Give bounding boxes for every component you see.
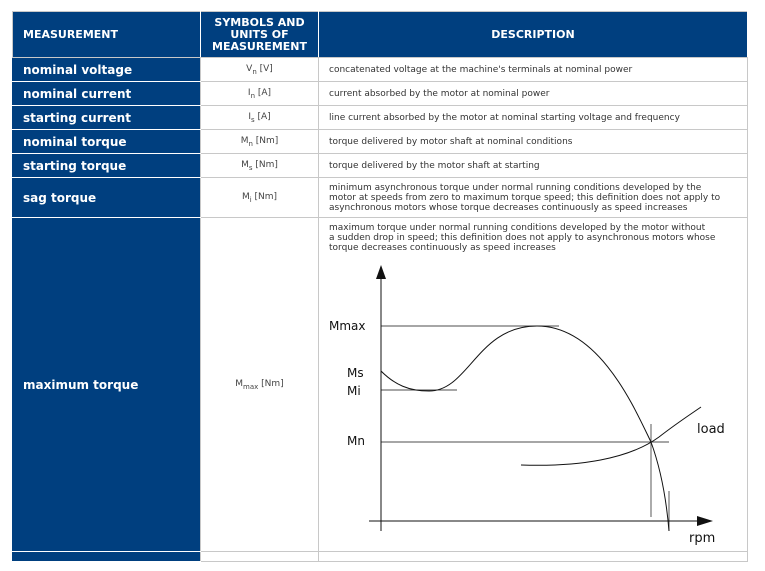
torque-curve (381, 326, 669, 531)
table-header-row (13, 12, 748, 58)
table-row (13, 82, 748, 106)
measurement-description (319, 218, 748, 552)
table-row (13, 178, 748, 218)
table-row (13, 130, 748, 154)
measurement-symbol: $M_s$ [Nm] (201, 154, 319, 178)
measurement-name: sag torque (13, 178, 201, 218)
measurement-symbol: $I_s$ [A] (201, 106, 319, 130)
header-measurement: MEASUREMENT (13, 12, 201, 58)
description-line: torque decreases continuously as speed increases (329, 243, 556, 253)
measurement-name: nominal voltage (13, 58, 201, 82)
header-symbols (201, 12, 319, 58)
table-wrapper (12, 11, 749, 571)
label-rpm: rpm (689, 531, 716, 546)
measurement-name: nominal torque (13, 130, 201, 154)
measurement-description (319, 552, 748, 562)
description-line: a sudden drop in speed; this definition does not apply to asynchronous motors whose (329, 233, 716, 243)
measurement-description: current absorbed by the motor at nominal power (319, 82, 748, 106)
measurement-name: starting torque (13, 154, 201, 178)
measurement-symbol: $M_{max}$ [Nm] (201, 218, 319, 552)
load-curve (521, 407, 701, 465)
label-mmax: Mmax (329, 319, 366, 333)
measurement-description: torque delivered by motor shaft at nominal conditions (319, 130, 748, 154)
measurement-description (319, 178, 748, 218)
measurement-symbol (201, 552, 319, 562)
measurement-name: maximum torque (13, 218, 201, 552)
measurement-symbol: $V_n$ [V] (201, 58, 319, 82)
measurement-description: concatenated voltage at the machine's terminals at nominal power (319, 58, 748, 82)
header-symbols-line3: MEASUREMENT (212, 39, 307, 53)
table-row (13, 106, 748, 130)
table-row (13, 58, 748, 82)
torque-axis-arrow (376, 265, 386, 279)
label-load: load (697, 422, 725, 437)
measurement-symbol: $M_n$ [Nm] (201, 130, 319, 154)
label-ms: Ms (347, 366, 364, 380)
rpm-axis-arrow (697, 516, 713, 526)
measurement-name: nominal current (13, 82, 201, 106)
description-line: asynchronous motors whose torque decreases continuously as speed increases (329, 202, 688, 213)
header-description: DESCRIPTION (319, 12, 748, 58)
measurement-description: line current absorbed by the motor at nominal starting voltage and frequency (319, 106, 748, 130)
measurement-name (13, 552, 201, 562)
header-symbols-line2: UNITS OF (230, 27, 289, 41)
table-row (13, 154, 748, 178)
torque-speed-diagram (329, 259, 739, 549)
header-symbols-line1: SYMBOLS AND (214, 15, 305, 29)
measurement-symbol: $I_n$ [A] (201, 82, 319, 106)
motor-measurements-table (12, 11, 748, 562)
label-mn: Mn (347, 434, 365, 448)
measurement-name: starting current (13, 106, 201, 130)
description-line: motor at speeds from zero to maximum torque speed; this definition does not apply to (329, 192, 721, 203)
table-row (13, 552, 748, 562)
table-row (13, 218, 748, 552)
description-line: maximum torque under normal running conditions developed by the motor without (329, 223, 706, 233)
label-mi: Mi (347, 384, 361, 398)
measurement-symbol: $M_i$ [Nm] (201, 178, 319, 218)
measurement-description: torque delivered by the motor shaft at starting (319, 154, 748, 178)
description-line: minimum asynchronous torque under normal running conditions developed by the (329, 182, 702, 193)
